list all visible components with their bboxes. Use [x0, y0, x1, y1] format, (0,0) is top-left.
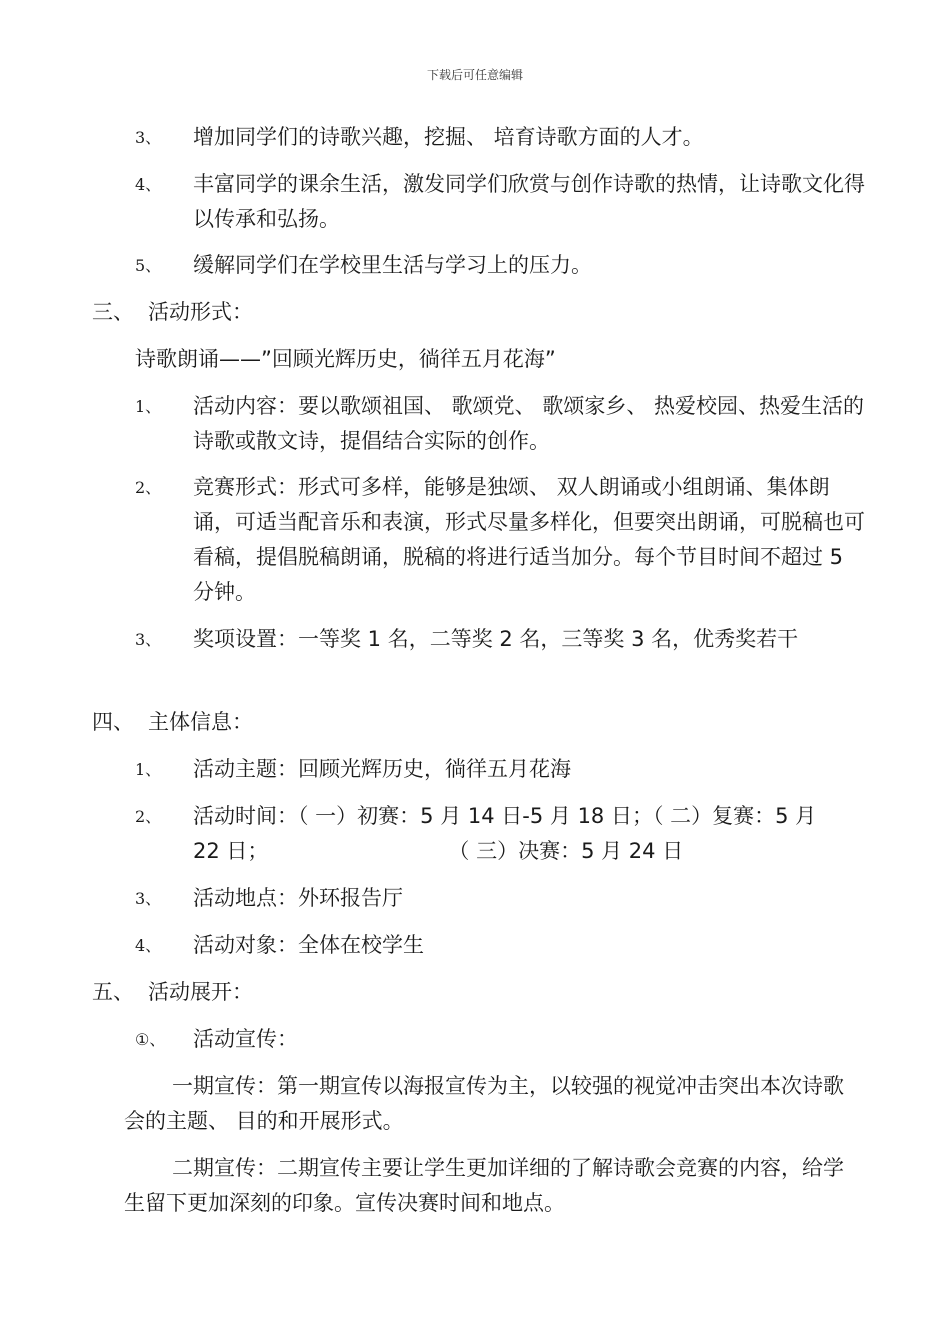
- item-text: 竞赛形式：形式可多样，能够是独颂、 双人朗诵或小组朗诵、集体朗诵，可适当配音乐和表演，形式尽量多样化，但要突出朗诵，可脱稿也可看稿，提倡脱稿朗诵，脱稿的将进行适当加分。每个节目时间不超过 5 分钟。: [193, 475, 865, 604]
- item-text-part: 22 日；: [193, 839, 269, 863]
- item-text: 增加同学们的诗歌兴趣，挖掘、 培育诗歌方面的人才。: [193, 125, 704, 149]
- section-heading: [92, 295, 253, 330]
- list-item: [135, 622, 865, 657]
- list-item: [135, 752, 865, 787]
- section-subtitle: 诗歌朗诵——”回顾光辉历史，徜徉五月花海”: [135, 347, 556, 371]
- item-text-continued: [193, 834, 865, 869]
- item-number: 1、: [135, 760, 162, 779]
- item-number: 1、: [135, 397, 162, 416]
- item-text: 活动时间：（ 一）初赛：5 月 14 日-5 月 18 日；（ 二）复赛：5 月: [193, 804, 817, 828]
- item-text: 缓解同学们在学校里生活与学习上的压力。: [193, 253, 592, 277]
- paragraph: 二期宣传：二期宣传主要让学生更加详细的了解诗歌会竞赛的内容，给学生留下更加深刻的印象。宣传决赛时间和地点。: [124, 1156, 844, 1215]
- page-header: 下载后可任意编辑: [426, 68, 523, 82]
- list-item: [135, 928, 865, 963]
- item-text: 奖项设置：一等奖 1 名，二等奖 2 名，三等奖 3 名，优秀奖若干: [193, 627, 799, 651]
- section-number: 四、: [92, 710, 134, 734]
- item-number: 2、: [135, 807, 162, 826]
- list-item: [135, 470, 865, 610]
- section-heading: [92, 975, 253, 1010]
- section-title: 活动形式：: [148, 300, 253, 324]
- item-text: 活动内容：要以歌颂祖国、 歌颂党、 歌颂家乡、 热爱校园、热爱生活的诗歌或散文诗，提倡结合实际的创作。: [193, 394, 865, 453]
- item-number: 2、: [135, 478, 162, 497]
- section-number: 三、: [92, 300, 134, 324]
- list-item: [135, 799, 865, 869]
- item-number: 3、: [135, 889, 162, 908]
- list-item: [135, 167, 865, 237]
- item-text-part: （ 三）决赛：5 月 24 日: [448, 839, 684, 863]
- list-item: [135, 389, 865, 459]
- item-text: 活动对象：全体在校学生: [193, 933, 424, 957]
- item-number: 3、: [135, 630, 162, 649]
- section-title: 活动展开：: [148, 980, 253, 1004]
- section-number: 五、: [92, 980, 134, 1004]
- section-heading: [92, 705, 253, 740]
- item-text: 丰富同学的课余生活，激发同学们欣赏与创作诗歌的热情，让诗歌文化得以传承和弘扬。: [193, 172, 865, 231]
- list-item: [135, 881, 865, 916]
- list-item: [135, 120, 865, 155]
- section-title: 主体信息：: [148, 710, 253, 734]
- item-number: ①、: [135, 1030, 166, 1049]
- item-number: 5、: [135, 256, 162, 275]
- item-text: 活动宣传：: [193, 1027, 298, 1051]
- list-item: [135, 1022, 865, 1057]
- list-item: [135, 248, 865, 283]
- item-text: 活动地点：外环报告厅: [193, 886, 403, 910]
- item-number: 4、: [135, 936, 162, 955]
- item-text: 活动主题：回顾光辉历史，徜徉五月花海: [193, 757, 571, 781]
- item-number: 3、: [135, 128, 162, 147]
- item-number: 4、: [135, 175, 162, 194]
- paragraph: 一期宣传：第一期宣传以海报宣传为主，以较强的视觉冲击突出本次诗歌会的主题、 目的和开展形式。: [124, 1074, 844, 1133]
